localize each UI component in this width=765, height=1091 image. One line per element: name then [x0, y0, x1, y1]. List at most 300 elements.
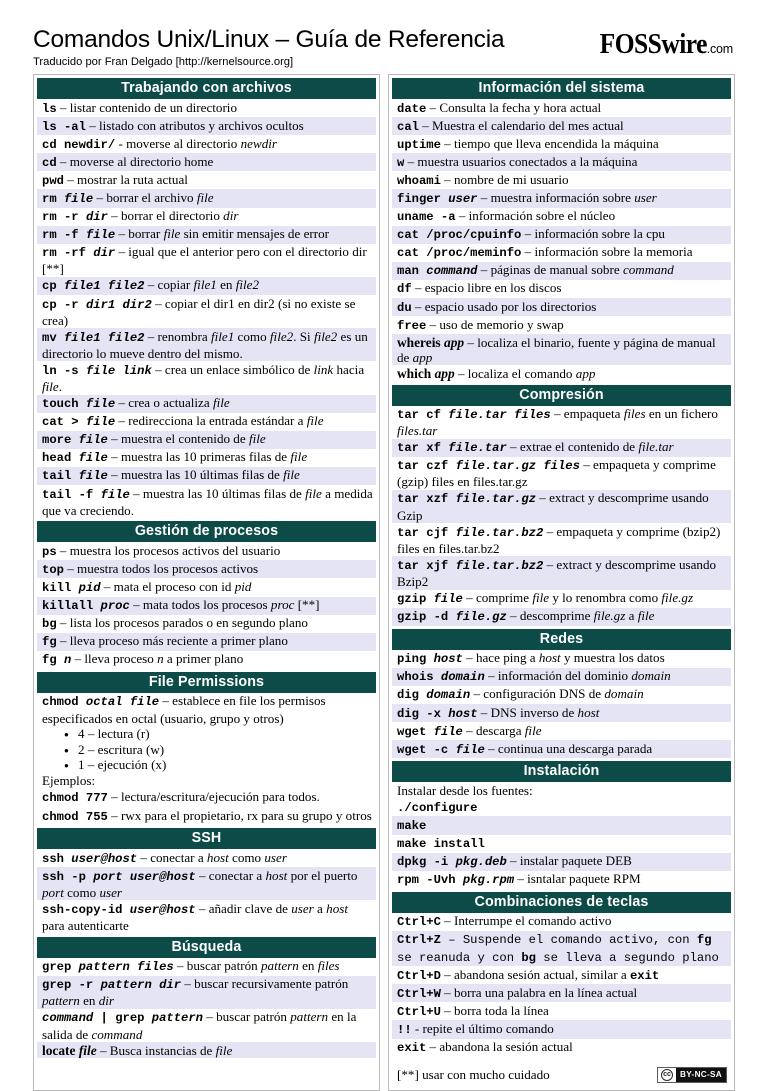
- command-argument: user@host: [129, 902, 196, 917]
- command-description: en la salida de: [42, 1009, 357, 1042]
- command-argument: user@host: [129, 869, 196, 884]
- command-name: chmod: [42, 695, 79, 710]
- command-name: gzip: [397, 592, 427, 607]
- command-argument: file: [433, 724, 463, 739]
- command-description: a: [313, 900, 327, 916]
- command-name: cat: [397, 246, 419, 261]
- command-name: touch: [42, 397, 79, 412]
- command-description: – uso de memorio y swap: [426, 316, 564, 332]
- command-name: fg: [42, 635, 57, 650]
- command-row: [37, 361, 376, 394]
- command-description: – redirecciona la entrada estándar a: [115, 413, 307, 429]
- command-description: – comprime: [462, 590, 533, 606]
- command-argument: app: [412, 349, 433, 365]
- command-name: cjf: [426, 525, 449, 540]
- command-argument: link: [122, 363, 152, 378]
- command-name: tail: [42, 487, 72, 502]
- command-description: a primer plano: [163, 651, 244, 667]
- command-description: – DNS inverso de: [477, 704, 578, 720]
- section-header-informaci-n-del-sistema: Información del sistema: [392, 78, 731, 99]
- command-argument: file: [78, 433, 108, 448]
- command-description: – añadir clave de: [195, 900, 292, 916]
- command-argument: file2: [107, 330, 145, 345]
- command-argument: file.tar.bz2: [455, 525, 544, 540]
- command-argument: app: [575, 365, 596, 381]
- command-name: Ctrl+D: [397, 968, 441, 983]
- page-title: Comandos Unix/Linux – Guía de Referencia: [33, 26, 505, 53]
- command-name: ls: [42, 101, 57, 116]
- command-row: [37, 467, 376, 485]
- command-argument: file: [637, 608, 655, 624]
- command-description: – copiar: [144, 277, 194, 293]
- command-argument: dir: [85, 210, 108, 225]
- command-name: -rf: [63, 246, 86, 261]
- command-description: – buscar patrón: [173, 958, 261, 974]
- command-argument: octal: [85, 695, 123, 710]
- command-description: – lista los procesos parados o en segundo plano: [56, 615, 308, 631]
- command-row: [392, 722, 731, 740]
- command-argument: pattern: [151, 1011, 203, 1026]
- cc-logo-icon: [658, 1068, 676, 1082]
- command-argument: domain: [631, 668, 671, 684]
- list-item: ● 2 – escritura (w): [78, 742, 379, 758]
- command-argument: file: [290, 449, 308, 465]
- command-name: rm: [42, 191, 57, 206]
- command-description: – Busca instancias de: [96, 1042, 216, 1058]
- command-argument: domain: [440, 670, 485, 685]
- command-row: [392, 740, 731, 758]
- command-row: [37, 171, 376, 189]
- command-name: grep: [115, 1011, 145, 1026]
- command-argument: file.tar: [448, 441, 507, 456]
- command-argument: host: [206, 849, 229, 865]
- command-argument: pid: [78, 580, 101, 595]
- command-argument: file: [215, 1042, 233, 1058]
- command-name: kill: [42, 580, 72, 595]
- command-name: -al: [63, 119, 86, 134]
- command-row: [392, 966, 731, 984]
- command-description: – información sobre la cpu: [521, 226, 665, 242]
- command-description: – localiza el binario, fuente y página de manual de: [397, 334, 716, 365]
- command-row: [37, 431, 376, 449]
- command-name: make: [397, 818, 427, 833]
- cc-license-terms: BY-NC-SA: [676, 1068, 726, 1082]
- section-body: [34, 693, 379, 825]
- command-name: whereis: [397, 334, 441, 350]
- command-argument: file1: [63, 330, 101, 345]
- command-row: [392, 523, 731, 556]
- command-argument: file.gz: [455, 610, 507, 625]
- command-name: 755: [85, 809, 108, 824]
- command-description: a medida que va creciendo.: [42, 485, 373, 518]
- command-row: [392, 490, 731, 523]
- command-argument: domain: [426, 688, 471, 703]
- command-argument: file1: [211, 328, 235, 344]
- command-row: [392, 439, 731, 457]
- command-description: – extract y descomprime usando Bzip2: [397, 556, 717, 589]
- command-description: – moverse al directorio home: [56, 153, 214, 169]
- command-description: por el puerto: [287, 867, 358, 883]
- section-body: [389, 406, 734, 626]
- command-row: [37, 578, 376, 596]
- command-name: ssh: [42, 869, 64, 884]
- command-row: [392, 798, 731, 816]
- fosswire-logo: [585, 28, 733, 61]
- command-name: date: [397, 101, 427, 116]
- command-row: [392, 590, 731, 608]
- section-body: [389, 99, 734, 382]
- command-argument: host: [577, 704, 600, 720]
- command-name: chmod: [42, 791, 79, 806]
- command-name: xjf: [426, 558, 449, 573]
- command-description: – muestra información sobre: [477, 189, 635, 205]
- section-body: [389, 782, 734, 889]
- command-argument: dir: [93, 246, 116, 261]
- command-argument: file2: [313, 328, 338, 344]
- command-description: – Suspende el comando activo, con: [440, 933, 697, 948]
- command-name: cd: [42, 155, 57, 170]
- section-header-combinaciones-de-teclas: Combinaciones de teclas: [392, 892, 731, 913]
- command-row: [37, 560, 376, 578]
- command-argument: dir2: [122, 297, 152, 312]
- command-row: [392, 871, 731, 889]
- command-description: – listar contenido de un directorio: [56, 99, 237, 115]
- command-name: -f: [78, 487, 94, 502]
- command-argument: file: [196, 189, 214, 205]
- command-description: como: [63, 884, 100, 900]
- command-name: which: [397, 365, 432, 381]
- command-argument: port: [42, 884, 64, 900]
- command-row: [37, 189, 376, 207]
- command-argument: file: [78, 1042, 97, 1058]
- command-description: – muestra las 10 primeras filas de: [107, 449, 291, 465]
- section-body: [34, 99, 379, 518]
- command-argument: host: [433, 652, 463, 667]
- command-argument: file: [85, 397, 116, 412]
- command-name: -r: [63, 297, 79, 312]
- command-name: -s: [63, 363, 79, 378]
- command-description: .: [58, 379, 63, 394]
- command-row: [392, 1020, 731, 1038]
- command-argument: n: [157, 651, 164, 667]
- command-row: [37, 1042, 376, 1058]
- command-name: /proc/cpuinfo: [426, 228, 522, 243]
- command-name: man: [397, 264, 419, 279]
- command-description: – muestra todos los procesos activos: [63, 560, 259, 576]
- command-argument: file: [85, 228, 116, 243]
- command-name: ping: [397, 652, 427, 667]
- footnote-row: [392, 1067, 731, 1083]
- command-name: -p: [71, 869, 86, 884]
- command-description: - moverse al directorio: [115, 135, 241, 151]
- command-description: – rwx para el propietario, rx para su grupo y otros: [107, 807, 372, 823]
- command-row: [392, 556, 731, 589]
- command-argument: file: [306, 413, 324, 429]
- command-name: cal: [397, 119, 419, 134]
- command-description: – borra toda la línea: [440, 1002, 549, 1018]
- command-row: [37, 135, 376, 153]
- section-body: [34, 542, 379, 669]
- command-argument: pattern: [42, 993, 80, 1009]
- command-argument: proc: [100, 599, 130, 614]
- command-argument: file1: [63, 279, 101, 294]
- inline-command: exit: [629, 968, 660, 983]
- static-text: Ejemplos:: [42, 773, 96, 789]
- command-name: uname: [397, 210, 434, 225]
- command-argument: file: [129, 695, 160, 710]
- command-argument: file.tar.bz2: [455, 558, 544, 573]
- command-name: |: [100, 1011, 108, 1026]
- section-header-trabajando-con-archivos: Trabajando con archivos: [37, 78, 376, 99]
- command-description: – borrar el directorio: [107, 208, 224, 224]
- command-name: Ctrl+W: [397, 986, 441, 1001]
- command-argument: file.gz: [593, 608, 626, 624]
- command-row: [392, 668, 731, 686]
- section-header-ssh: SSH: [37, 828, 376, 849]
- command-argument: dir1: [85, 297, 116, 312]
- command-argument: file2: [269, 328, 294, 344]
- command-argument: host: [448, 706, 478, 721]
- command-name: chmod: [42, 809, 79, 824]
- command-row: [37, 900, 376, 933]
- command-row: [37, 99, 376, 117]
- command-name: tar: [397, 492, 419, 507]
- command-argument: user: [264, 849, 287, 865]
- command-argument: pattern: [100, 978, 152, 993]
- command-row: [392, 650, 731, 668]
- command-description: – mostrar la ruta actual: [63, 171, 188, 187]
- command-name: fg: [42, 653, 57, 668]
- command-description: – renombra: [144, 328, 211, 344]
- command-argument: files: [317, 958, 340, 974]
- command-argument: pkg.deb: [455, 855, 507, 870]
- command-name: wget: [397, 724, 427, 739]
- command-row: [392, 1002, 731, 1020]
- command-description: – muestra el contenido de: [107, 431, 249, 447]
- command-description: – Interrumpe el comando activo: [440, 913, 612, 929]
- command-row: [37, 295, 376, 328]
- command-argument: file: [78, 451, 108, 466]
- command-name: cat: [42, 415, 64, 430]
- permission-bullets: [34, 726, 379, 773]
- command-argument: user: [99, 884, 123, 900]
- command-argument: app: [444, 334, 465, 350]
- command-name: Ctrl+Z: [397, 933, 441, 948]
- command-argument: file.tar.gz: [455, 459, 537, 474]
- command-row: [392, 135, 731, 153]
- command-name: tar: [397, 558, 419, 573]
- command-row: [37, 807, 376, 825]
- command-argument: file: [63, 191, 94, 206]
- command-name: -x: [426, 706, 441, 721]
- command-description: y lo renombra como: [549, 590, 662, 606]
- left-column: [33, 74, 380, 1091]
- command-row: [392, 280, 731, 298]
- command-name: rm: [42, 210, 57, 225]
- creative-commons-badge[interactable]: [657, 1067, 727, 1083]
- command-argument: file: [524, 722, 542, 738]
- command-description: – descomprime: [506, 608, 594, 624]
- command-name: czf: [426, 459, 449, 474]
- command-row: [37, 413, 376, 431]
- command-row: [392, 365, 731, 381]
- footnote-text: [**] usar con mucho cuidado: [397, 1066, 550, 1082]
- command-argument: file.gz: [661, 590, 694, 606]
- command-description: – empaqueta y comprime (bzip2) files en files.tar.bz2: [397, 523, 721, 556]
- command-name: w: [397, 155, 405, 170]
- command-row: [37, 542, 376, 560]
- command-name: ls: [42, 119, 57, 134]
- section-body: [389, 913, 734, 1057]
- inline-emphasis: bg: [521, 950, 536, 965]
- command-name: ps: [42, 544, 57, 559]
- command-name: xf: [426, 441, 441, 456]
- command-description: – información del dominio: [484, 668, 632, 684]
- command-name: Ctrl+C: [397, 915, 441, 930]
- command-description: – lectura/escritura/ejecución para todos.: [107, 789, 320, 805]
- command-argument: file.tar: [638, 439, 674, 455]
- command-argument: file2: [235, 277, 260, 293]
- command-name: rm: [42, 246, 57, 261]
- command-name: tar: [397, 408, 419, 422]
- command-row: [37, 277, 376, 295]
- command-name: uptime: [397, 137, 441, 152]
- command-argument: file: [42, 379, 59, 394]
- command-row: [37, 867, 376, 900]
- command-argument: host: [326, 900, 348, 916]
- command-name: cp: [42, 279, 57, 294]
- command-name: more: [42, 433, 72, 448]
- command-row: [37, 208, 376, 226]
- command-row: [37, 395, 376, 413]
- command-argument: pattern: [78, 960, 130, 975]
- command-description: – mata el proceso con id: [100, 578, 235, 594]
- command-name: whois: [397, 670, 434, 685]
- command-description: hacia: [333, 361, 365, 377]
- command-argument: file: [85, 363, 116, 378]
- command-name: head: [42, 451, 72, 466]
- command-description: – crea o actualiza: [115, 395, 213, 411]
- command-row: [392, 931, 731, 966]
- command-row: [37, 615, 376, 633]
- command-description: – muestra los procesos activos del usuario: [56, 542, 281, 558]
- command-name: rm: [42, 228, 57, 243]
- command-argument: user: [448, 191, 478, 206]
- command-row: [392, 835, 731, 853]
- command-argument: file: [455, 742, 485, 757]
- section-body: [34, 958, 379, 1059]
- command-description: – copiar el dir1 en dir2 (si no existe se crea): [42, 295, 356, 328]
- command-argument: file: [283, 467, 300, 483]
- command-name: exit: [397, 1041, 427, 1055]
- command-name: top: [42, 562, 64, 577]
- command-name: >: [71, 415, 79, 430]
- command-name: killall: [42, 599, 94, 614]
- command-argument: file: [248, 431, 266, 447]
- command-name: -d: [433, 610, 449, 625]
- command-name: -c: [433, 742, 449, 757]
- command-argument: user@host: [71, 851, 138, 866]
- command-argument: pattern: [260, 958, 299, 974]
- command-description: – Muestra el calendario del mes actual: [418, 117, 624, 133]
- command-row: [392, 99, 731, 117]
- command-row: [392, 853, 731, 871]
- command-argument: command: [426, 264, 478, 279]
- section-header-gesti-n-de-procesos: Gestión de procesos: [37, 521, 376, 542]
- command-description: – extract y descomprime usando Gzip: [397, 490, 709, 523]
- command-description: en: [298, 958, 318, 974]
- command-description: – listado con atributos y archivos ocultos: [85, 117, 304, 133]
- command-argument: file1: [193, 277, 217, 293]
- columns-wrapper: [33, 74, 735, 1091]
- command-name: tar: [397, 459, 419, 474]
- command-name: ./configure: [397, 800, 478, 815]
- command-row: [37, 789, 376, 807]
- masthead: [33, 26, 735, 73]
- command-argument: n: [63, 653, 72, 668]
- command-row: [37, 651, 376, 669]
- command-description: – información sobre la memoria: [521, 244, 693, 260]
- command-name: dig: [397, 706, 419, 721]
- command-argument: app: [434, 365, 455, 381]
- cc-circle-icon: cc: [661, 1069, 673, 1081]
- command-row: [37, 849, 376, 867]
- translator-credit: Traducido por Fran Delgado [http://kernelsource.org]: [33, 55, 294, 68]
- command-description: – conectar a: [195, 867, 266, 883]
- right-column: [388, 74, 735, 1091]
- command-name: dpkg: [397, 855, 427, 870]
- list-item: ● 4 – lectura (r): [78, 726, 379, 742]
- command-row: [37, 244, 376, 277]
- command-name: dig: [397, 688, 419, 703]
- command-name: /proc/meminfo: [426, 246, 522, 261]
- command-name: cat: [397, 228, 419, 243]
- command-row: [37, 958, 376, 976]
- command-name: ln: [42, 363, 57, 378]
- command-name: -Uvh: [426, 873, 456, 888]
- command-description: – establece en file los permisos especificados en octal (usuario, grupo y otros): [42, 693, 326, 726]
- command-description: – conectar a: [137, 849, 207, 865]
- command-argument: proc: [270, 597, 295, 613]
- command-argument: files: [137, 960, 174, 975]
- section-header-redes: Redes: [392, 629, 731, 650]
- command-argument: domain: [604, 686, 644, 702]
- command-name: grep: [42, 960, 72, 975]
- command-description: – configuración DNS de: [470, 686, 605, 702]
- command-name: du: [397, 300, 412, 315]
- command-name: -r: [63, 210, 79, 225]
- command-argument: file: [100, 487, 130, 502]
- command-name: pwd: [42, 173, 64, 188]
- command-row: [37, 1009, 376, 1042]
- command-argument: file.tar.gz: [455, 492, 537, 507]
- command-description: – muestra las 10 últimas filas de: [107, 467, 284, 483]
- command-description: – hace ping a: [462, 650, 539, 666]
- command-argument: host: [538, 650, 561, 666]
- command-argument: file: [78, 469, 108, 484]
- command-description: es un directorio lo mueve dentro del mismo.: [42, 328, 368, 361]
- command-name: tar: [397, 525, 419, 540]
- command-name: !!: [397, 1022, 412, 1037]
- command-description: se reanuda y con: [397, 950, 522, 965]
- section-header-instalaci-n: Instalación: [392, 761, 731, 782]
- command-name: newdir/: [63, 137, 116, 152]
- command-description: en un fichero: [645, 406, 718, 421]
- section-header-compresi-n: Compresión: [392, 385, 731, 406]
- command-argument: file: [163, 226, 181, 242]
- command-name: ssh-copy-id: [42, 902, 123, 917]
- command-row: [392, 686, 731, 704]
